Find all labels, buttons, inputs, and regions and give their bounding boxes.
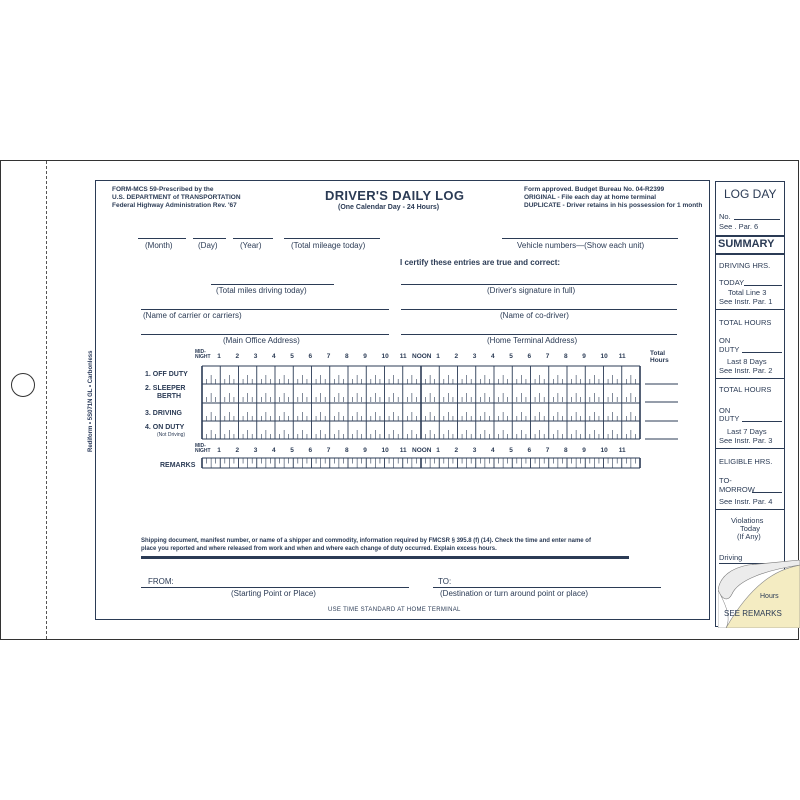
hour-label: 9 xyxy=(363,447,367,454)
hour-label: 3 xyxy=(253,353,258,360)
from-label: FROM: xyxy=(148,577,174,586)
summary-title: SUMMARY xyxy=(718,238,775,250)
agency: U.S. DEPARTMENT of TRANSPORTATION xyxy=(112,194,241,201)
hour-label: 7 xyxy=(545,447,550,454)
night-text: NIGHT xyxy=(195,354,211,360)
to-line[interactable] xyxy=(433,587,661,588)
duty-a: DUTY xyxy=(719,345,740,354)
hour-label: 9 xyxy=(582,353,586,360)
hour-label: 8 xyxy=(345,353,349,360)
to-label-summary: TO- xyxy=(719,476,732,485)
see-remarks: SEE REMARKS xyxy=(724,609,782,618)
destination-label: (Destination or turn around point or place) xyxy=(440,589,589,598)
budget-number: Form approved. Budget Bureau No. 04-R2399 xyxy=(524,186,665,193)
page-title: DRIVER'S DAILY LOG xyxy=(325,188,465,203)
night-text: NIGHT xyxy=(195,448,211,454)
original-note: ORIGINAL - File each day at home terminal xyxy=(524,194,657,201)
driving-hrs: DRIVING HRS. xyxy=(719,261,771,270)
hour-label: 2 xyxy=(454,447,459,454)
starting-point-label: (Starting Point or Place) xyxy=(231,589,316,598)
page-subtitle: (One Calendar Day - 24 Hours) xyxy=(338,204,440,211)
total-text: Total xyxy=(650,350,666,357)
summary-divider-5 xyxy=(715,448,785,449)
hour-label: 6 xyxy=(527,447,532,454)
on-b: ON xyxy=(719,406,731,415)
mid-text: MID- xyxy=(195,443,206,449)
duty-a-line[interactable] xyxy=(742,352,782,353)
shipping-info-1: Shipping document, manifest number, or name of a shipper and commodity, information required by FMCSR § 395.8 (f) (14). Check the time and enter name of xyxy=(141,538,591,544)
violations-label: Violations xyxy=(731,516,764,525)
hours-text: Hours xyxy=(650,357,669,364)
month-label: (Month) xyxy=(145,241,173,250)
signature-label: (Driver's signature in full) xyxy=(487,286,576,295)
hour-label: 4 xyxy=(491,447,495,454)
see-par4: See Instr. Par. 4 xyxy=(719,497,773,506)
hour-label: 6 xyxy=(308,353,313,360)
morrow-label: MORROW xyxy=(719,485,755,494)
summary-divider-4 xyxy=(715,378,785,379)
noon-label-top: NOON xyxy=(412,353,432,360)
form-number: FORM-MCS 59-Prescribed by the xyxy=(112,186,214,193)
hour-label: 1 xyxy=(436,447,440,454)
hour-label: 2 xyxy=(235,447,240,454)
duplicate-note: DUPLICATE - Driver retains in his possession for 1 month xyxy=(524,202,703,209)
total-line3: Total Line 3 xyxy=(728,288,767,297)
total-miles-driving-label: (Total miles driving today) xyxy=(216,286,307,295)
hour-label: 5 xyxy=(509,353,513,360)
hour-label: 3 xyxy=(472,447,477,454)
hour-label: 6 xyxy=(308,447,313,454)
on-a: ON xyxy=(719,336,731,345)
hour-label: 7 xyxy=(545,353,550,360)
hour-label: 7 xyxy=(326,447,331,454)
day-label: (Day) xyxy=(198,241,218,250)
row-on-duty: 4. ON DUTY xyxy=(145,424,185,431)
hour-label: 8 xyxy=(564,353,568,360)
yellow-copy-hours: Hours xyxy=(760,593,779,600)
hour-label: 11 xyxy=(399,447,407,454)
hour-label: 1 xyxy=(217,447,221,454)
row-sleeper: 2. SLEEPER xyxy=(145,385,186,392)
hour-label: 6 xyxy=(527,353,532,360)
duty-b-line[interactable] xyxy=(742,421,782,422)
hour-label: 10 xyxy=(600,353,608,360)
total-hours-b: TOTAL HOURS xyxy=(719,385,772,394)
hour-label: 10 xyxy=(381,353,389,360)
today-label: TODAY xyxy=(719,278,745,287)
home-terminal-label: (Home Terminal Address) xyxy=(487,336,578,345)
hour-label: 11 xyxy=(399,353,407,360)
morrow-line[interactable] xyxy=(752,492,782,493)
hour-label: 2 xyxy=(454,353,459,360)
see-par3: See Instr. Par. 3 xyxy=(719,436,773,445)
summary-divider-3 xyxy=(715,309,785,310)
hour-label: 4 xyxy=(272,353,276,360)
hour-label: 7 xyxy=(326,353,331,360)
from-line[interactable] xyxy=(141,587,409,588)
hour-label: 8 xyxy=(564,447,568,454)
mid-text: MID- xyxy=(195,349,206,355)
duty-b: DUTY xyxy=(719,414,740,423)
hour-label: 2 xyxy=(235,353,240,360)
log-day-title: LOG DAY xyxy=(724,187,777,201)
co-driver-label: (Name of co-driver) xyxy=(500,311,569,320)
log-day-no: No. xyxy=(719,212,731,221)
time-standard-note: USE TIME STANDARD AT HOME TERMINAL xyxy=(328,607,461,613)
last7: Last 7 Days xyxy=(727,427,767,436)
hour-label: 5 xyxy=(290,447,294,454)
row-off-duty: 1. OFF DUTY xyxy=(145,371,188,378)
hour-label: 3 xyxy=(472,353,477,360)
violations-if-any: (If Any) xyxy=(737,532,761,541)
summary-divider-6 xyxy=(715,509,785,510)
remarks-label: REMARKS xyxy=(160,462,196,469)
hour-label: 10 xyxy=(600,447,608,454)
hour-label: 10 xyxy=(381,447,389,454)
vehicle-numbers-label: Vehicle numbers—(Show each unit) xyxy=(517,241,645,250)
carrier-label: (Name of carrier or carriers) xyxy=(143,311,242,320)
hour-label: 11 xyxy=(618,353,626,360)
year-label: (Year) xyxy=(240,241,262,250)
see-par1: See Instr. Par. 1 xyxy=(719,297,773,306)
shipping-rule xyxy=(141,556,629,559)
hour-label: 4 xyxy=(491,353,495,360)
to-label: TO: xyxy=(438,577,452,586)
hour-label: 5 xyxy=(290,353,294,360)
driving-violation: Driving xyxy=(719,553,743,562)
hour-label: 11 xyxy=(618,447,626,454)
summary-divider xyxy=(715,235,785,237)
row-not-driving: (Not Driving) xyxy=(157,432,186,438)
see-par2: See Instr. Par. 2 xyxy=(719,366,773,375)
row-driving: 3. DRIVING xyxy=(145,410,182,417)
last8: Last 8 Days xyxy=(727,357,767,366)
hour-label: 9 xyxy=(363,353,367,360)
noon-label-bottom: NOON xyxy=(412,447,432,454)
hour-label: 5 xyxy=(509,447,513,454)
log-day-no-line[interactable] xyxy=(734,219,780,220)
log-day-see: See . Par. 6 xyxy=(719,222,759,231)
hour-label: 1 xyxy=(436,353,440,360)
summary-divider-2 xyxy=(715,253,785,255)
total-mileage-label: (Total mileage today) xyxy=(291,241,366,250)
row-sleeper-berth: BERTH xyxy=(157,393,182,400)
shipping-info-2: place you reported and where released from work and when and where each change of duty occurred. Explain excess hours. xyxy=(141,546,497,552)
violations-today: Today xyxy=(740,524,761,533)
eligible-hrs: ELIGIBLE HRS. xyxy=(719,457,773,466)
today-line[interactable] xyxy=(744,285,782,286)
main-office-label: (Main Office Address) xyxy=(223,336,300,345)
agency-revision: Federal Highway Administration Rev. '67 xyxy=(112,202,237,209)
hour-label: 8 xyxy=(345,447,349,454)
certify-statement: I certify these entries are true and correct: xyxy=(400,258,561,267)
hour-label: 4 xyxy=(272,447,276,454)
hour-label: 3 xyxy=(253,447,258,454)
hour-label: 9 xyxy=(582,447,586,454)
total-hours-a: TOTAL HOURS xyxy=(719,318,772,327)
hour-label: 1 xyxy=(217,353,221,360)
